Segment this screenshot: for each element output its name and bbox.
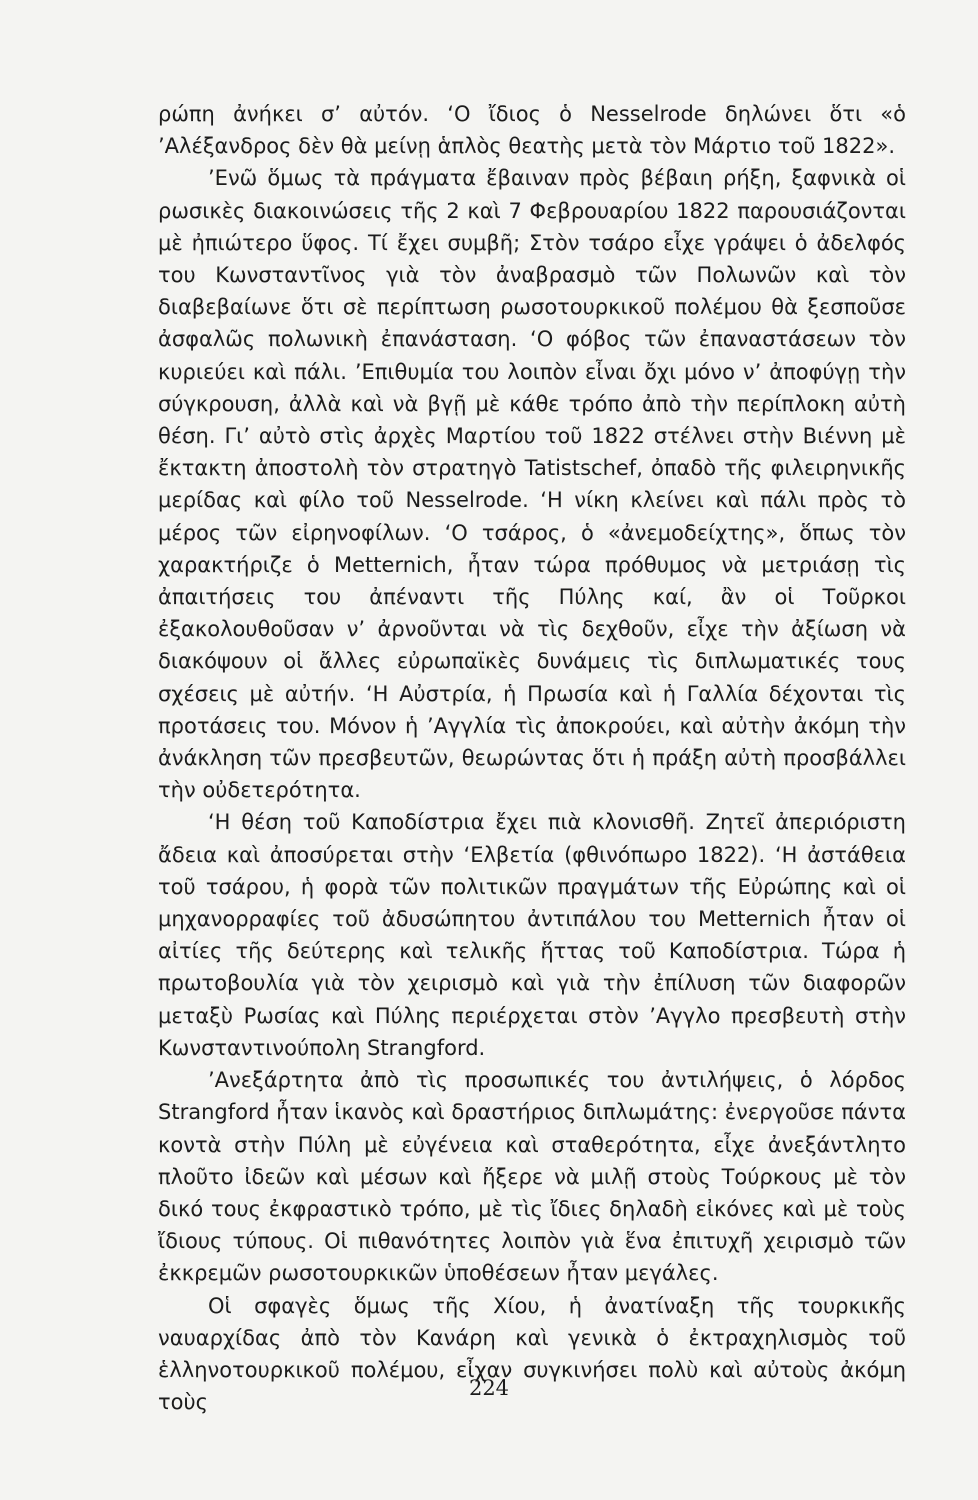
paragraph-continuation: ρώπη ἀνήκει σ’ αὐτόν. ‘Ο ἴδιος ὁ Nesselrode δηλώνει ὅτι «ὁ ’Αλέξανδρος δὲν θὰ μείνῃ ἁπλὸς θεατὴς μετὰ τὸν Μάρτιο τοῦ 1822». bbox=[158, 102, 906, 159]
paragraph: Οἱ σφαγὲς ὅμως τῆς Χίου, ἡ ἀνατίναξη τῆς τουρκικῆς ναυαρχίδας ἀπὸ τὸν Κανάρη καὶ γενικὰ ὁ ἐκτραχηλισμὸς τοῦ ἑλληνοτουρκικοῦ πολέμου, εἶχαν συγκινήσει πολὺ καὶ αὐτοὺς ἀκόμη τοὺς bbox=[158, 1293, 906, 1415]
page-number: 224 bbox=[468, 1376, 510, 1400]
paragraph: ’Ενῶ ὅμως τὰ πράγματα ἔβαιναν πρὸς βέβαιη ρήξη, ξαφνικὰ οἱ ρωσικὲς διακοινώσεις τῆς 2 καὶ 7 Φεβρουαρίου 1822 παρουσιάζονται μὲ ἠπιώτερο ὕφος. Τί ἔχει συμβῆ; Στὸν τσάρο εἶχε γράψει ὁ ἀδελφός του Κωνσταντῖνος γιὰ τὸν ἀναβρασμὸ τῶν Πολωνῶν καὶ τὸν διαβεβαίωνε ὅτι σὲ περίπτωση ρωσοτουρκικοῦ πολέμου θὰ ξεσποῦσε ἀσφαλῶς πολωνικὴ ἐπανάσταση. ‘Ο φόβος τῶν ἐπαναστάσεων τὸν κυριεύει καὶ πάλι. ’Επιθυμία του λοιπὸν εἶναι ὄχι μόνο ν’ ἀποφύγῃ τὴν σύγκρουση, ἀλλὰ καὶ νὰ βγῇ μὲ κάθε τρόπο ἀπὸ τὴν περίπλοκη αὐτὴ θέση. Γι’ αὐτὸ στὶς ἀρχὲς Μαρτίου τοῦ 1822 στέλνει στὴν Βιέννη μὲ ἔκτακτη ἀποστολὴ τὸν στρατηγὸ Tatistschef, ὀπαδὸ τῆς φιλειρηνικῆς μερίδας καὶ φίλο τοῦ Nesselrode. ‘Η νίκη κλείνει καὶ πάλι πρὸς τὸ μέρος τῶν εἰρηνοφίλων. ‘Ο τσάρος, ὁ «ἀνεμοδείχτης», ὅπως τὸν χαρακτήριζε ὁ Metternich, ἦταν τώρα πρόθυμος νὰ μετριάσῃ τὶς ἀπαιτήσεις του ἀπέναντι τῆς Πύλης καί, ἂν οἱ Τοῦρκοι ἐξακολουθοῦσαν ν’ ἀρνοῦνται νὰ τὶς δεχθοῦν, εἶχε τὴν ἀξίωση νὰ διακόψουν οἱ ἄλλες εὐρωπαϊκὲς δυνάμεις τὶς διπλωματικές τους σχέσεις μὲ αὐτήν. ‘Η Αὐστρία, ἡ Πρωσία καὶ ἡ Γαλλία δέχονται τὶς προτάσεις του. Μόνον ἡ ’Αγγλία τὶς ἀποκρούει, καὶ αὐτὴν ἀκόμη τὴν ἀνάκληση τῶν πρεσβευτῶν, θεωρώντας ὅτι ἡ πράξη αὐτὴ προσβάλλει τὴν οὐδετερότητα. bbox=[158, 166, 906, 803]
paragraph: ’Ανεξάρτητα ἀπὸ τὶς προσωπικές του ἀντιλήψεις, ὁ λόρδος Strangford ἦταν ἱκανὸς καὶ δραστήριος διπλωμάτης: ἐνεργοῦσε πάντα κοντὰ στὴν Πύλη μὲ εὐγένεια καὶ σταθερότητα, εἶχε ἀνεξάντλητο πλοῦτο ἰδεῶν καὶ μέσων καὶ ἤξερε νὰ μιλῇ στοὺς Τούρκους μὲ τὸν δικό τους ἐκφραστικὸ τρόπο, μὲ τὶς ἴδιες δηλαδὴ εἰκόνες καὶ μὲ τοὺς ἴδιους τύπους. Οἱ πιθανότητες λοιπὸν γιὰ ἕνα ἐπιτυχῆ χειρισμὸ τῶν ἐκκρεμῶν ρωσοτουρκικῶν ὑποθέσεων ἦταν μεγάλες. bbox=[158, 1068, 906, 1286]
body-text bbox=[158, 98, 906, 1418]
paragraph: ‘Η θέση τοῦ Καποδίστρια ἔχει πιὰ κλονισθῆ. Ζητεῖ ἀπεριόριστη ἄδεια καὶ ἀποσύρεται στὴν ‘Ελβετία (φθινόπωρο 1822). ‘Η ἀστάθεια τοῦ τσάρου, ἡ φορὰ τῶν πολιτικῶν πραγμάτων τῆς Εὐρώπης καὶ οἱ μηχανορραφίες τοῦ ἀδυσώπητου ἀντιπάλου του Metternich ἦταν οἱ αἰτίες τῆς δεύτερης καὶ τελικῆς ἥττας τοῦ Καποδίστρια. Τώρα ἡ πρωτοβουλία γιὰ τὸν χειρισμὸ καὶ γιὰ τὴν ἐπίλυση τῶν διαφορῶν μεταξὺ Ρωσίας καὶ Πύλης περιέρχεται στὸν ’Αγγλο πρεσβευτὴ στὴν Κωνσταντινούπολη Strangford. bbox=[158, 810, 906, 1060]
